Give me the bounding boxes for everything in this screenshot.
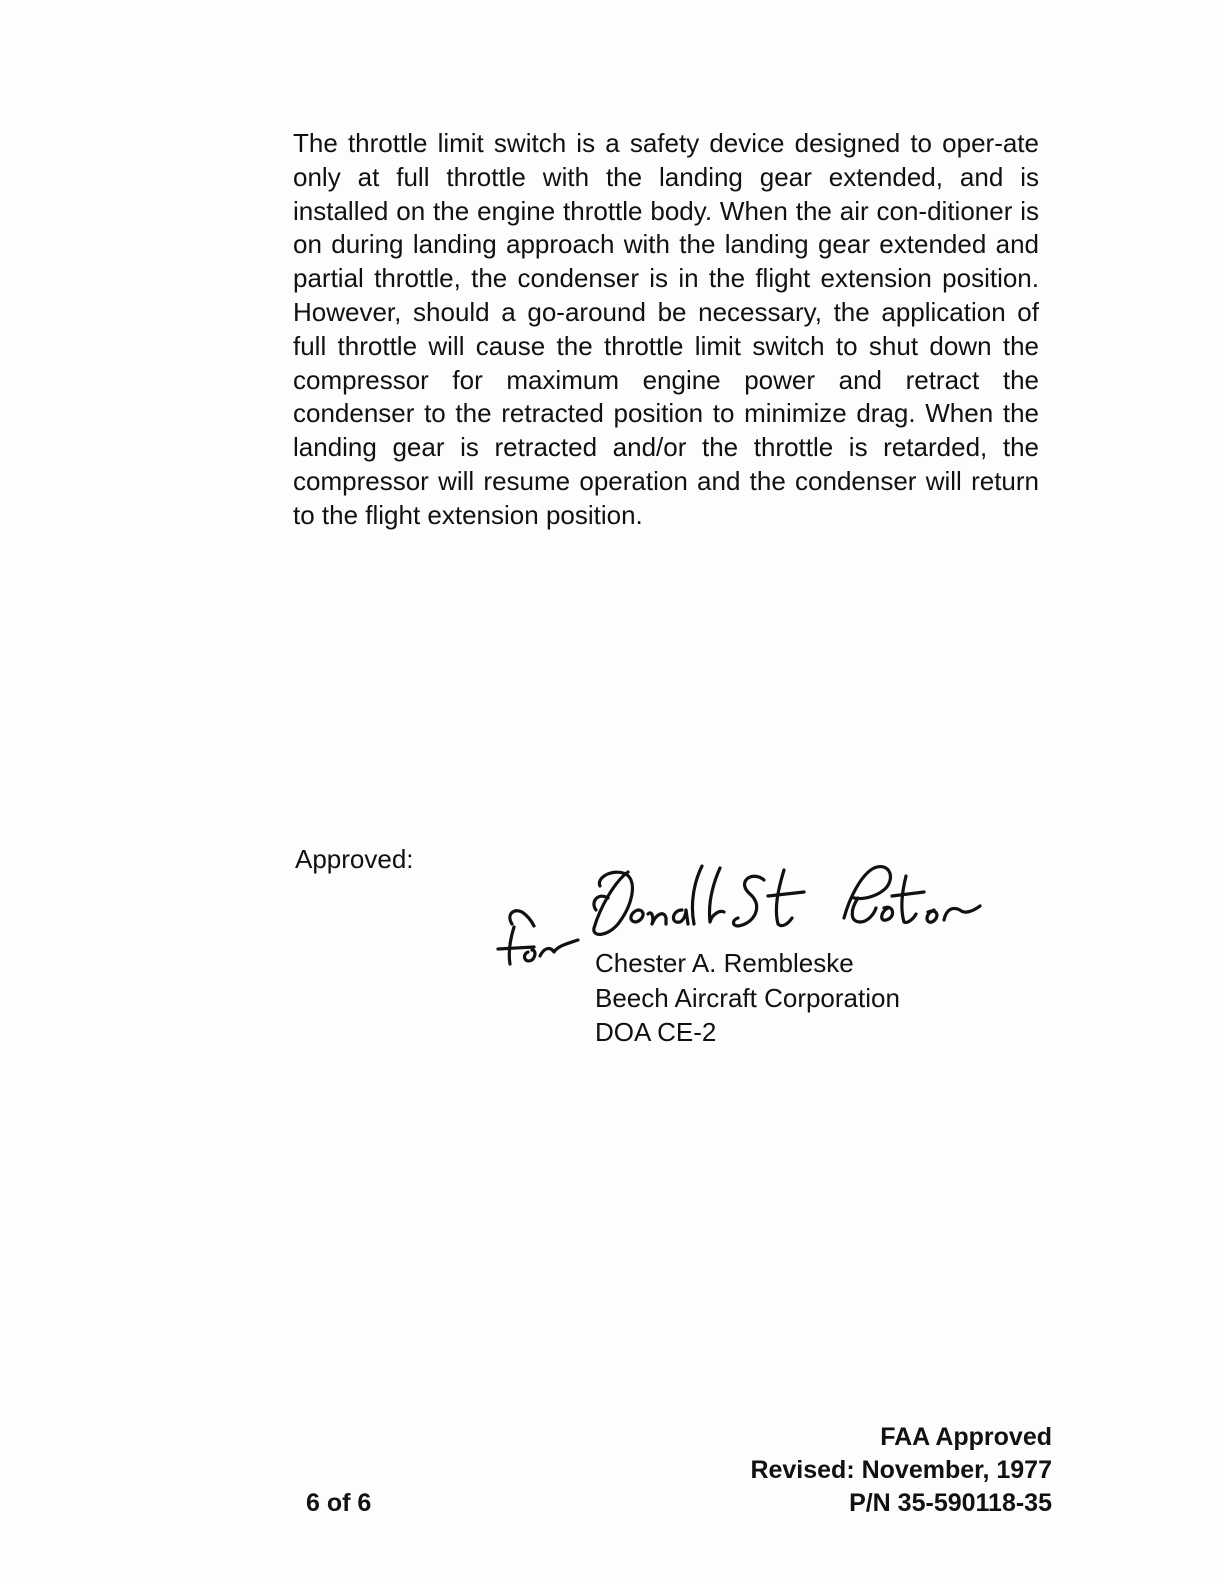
part-number: P/N 35-590118-35: [849, 1489, 1052, 1517]
signer-block: [595, 946, 900, 1050]
signer-company: Beech Aircraft Corporation: [595, 982, 900, 1013]
faa-approved-label: FAA Approved: [880, 1423, 1052, 1451]
approved-label: Approved:: [295, 844, 414, 874]
page-number: 6 of 6: [306, 1489, 372, 1517]
signer-name: Chester A. Rembleske: [595, 948, 854, 978]
body-paragraph: The throttle limit switch is a safety device designed to oper-ate only at full throttle with the landing gear extended, and is installed on the engine throttle body. When the air con-ditioner is on during landing approach with the landing gear extended and partial throttle, the condenser is in the flight extension position. However, should a go-around be necessary, the application of full throttle will cause the throttle limit switch to shut down the compressor for maximum engine power and retract the condenser to the retracted position to minimize drag. When the landing gear is retracted and/or the throttle is retarded, the compressor will resume operation and the condenser will return to the flight extension position.: [293, 128, 1039, 530]
footer-approval-info: [750, 1421, 1052, 1520]
revision-date: Revised: November, 1977: [750, 1456, 1052, 1484]
signer-designation: DOA CE-2: [595, 1017, 717, 1047]
